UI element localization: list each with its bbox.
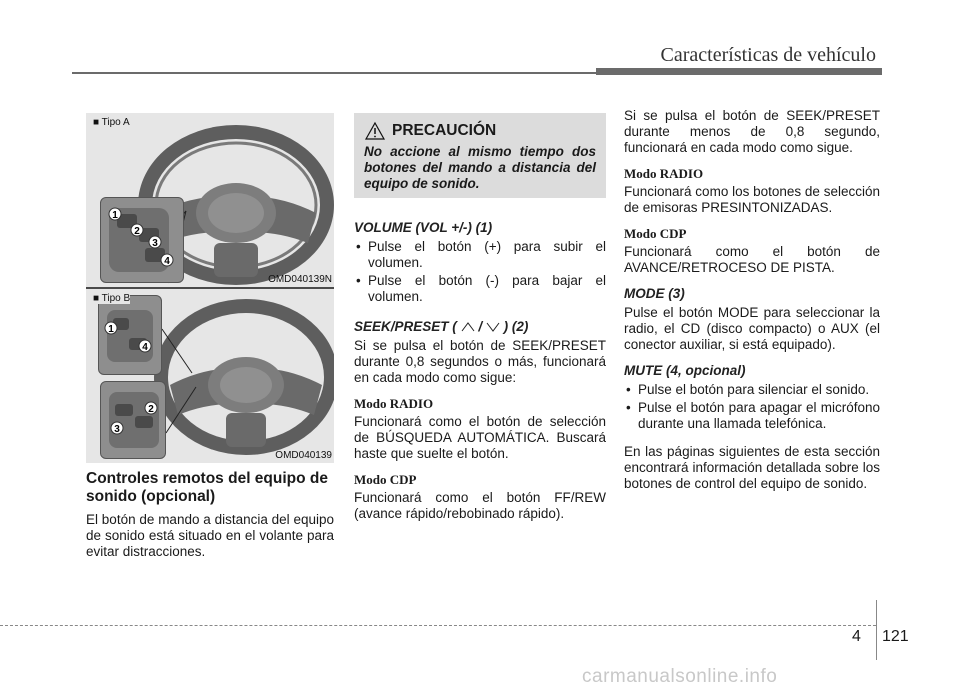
- figure-a-label: ■ Tipo A: [93, 117, 130, 128]
- callout-number: 1: [108, 324, 114, 335]
- mute-heading: MUTE (4, opcional): [624, 363, 746, 378]
- seek-cdp-text: Funcionará como el botón FF/REW (avance rápido/rebobinado rápido).: [354, 490, 606, 521]
- chapter-number: 4: [852, 628, 861, 645]
- caution-box: [354, 113, 606, 198]
- callout-number: 3: [152, 238, 158, 249]
- callout-number: 1: [112, 210, 118, 221]
- footer-divider: [876, 600, 877, 660]
- column-right: [624, 108, 880, 502]
- zoom-panel-a: [100, 197, 184, 283]
- mute-list: [624, 382, 880, 432]
- cdp-text: Funcionará como el botón de AVANCE/RETROCESO DE PISTA.: [624, 244, 880, 275]
- list-item: • Pulse el botón para apagar el micrófono durante una llamada telefónica.: [624, 400, 880, 432]
- seek-radio-label: Modo RADIO: [354, 396, 434, 411]
- radio-text: Funcionará como los botones de selección de emisoras PRESINTONIZADAS.: [624, 184, 880, 215]
- caution-title: PRECAUCIÓN: [392, 122, 497, 139]
- volume-heading: VOLUME (VOL +/-) (1): [354, 220, 493, 235]
- figure-a-code: OMD040139N: [268, 274, 332, 285]
- seek-cdp-label: Modo CDP: [354, 472, 417, 487]
- figure-type-a: [86, 113, 334, 287]
- volume-list: [354, 239, 606, 305]
- seek-short-paragraph: Si se pulsa el botón de SEEK/PRESET durante menos de 0,8 segundo, funcionará en cada modo como sigue.: [624, 108, 880, 155]
- seek-paragraph: Si se pulsa el botón de SEEK/PRESET durante 0,8 segundos o más, funcionará en cada modo como sigue:: [354, 338, 606, 385]
- section-heading: Controles remotos del equipo de sonido (opcional): [86, 470, 328, 505]
- list-item: • Pulse el botón (-) para bajar el volumen.: [354, 273, 606, 305]
- header-bar: [596, 68, 882, 75]
- warning-triangle-icon: [364, 121, 386, 141]
- final-paragraph: En las páginas siguientes de esta sección encontrará información detallada sobre los botones de control del equipo de sonido.: [624, 444, 880, 491]
- zoom-panel-b-bottom: [100, 381, 166, 459]
- list-item: • Pulse el botón (+) para subir el volumen.: [354, 239, 606, 271]
- footer-rule: [0, 625, 876, 626]
- figure-b-label: ■ Tipo B: [93, 293, 131, 304]
- cdp-label: Modo CDP: [624, 226, 687, 241]
- callout-number: 4: [142, 342, 148, 353]
- column-left: [86, 470, 334, 570]
- watermark: carmanualsonline.info: [582, 666, 778, 687]
- seek-heading: SEEK/PRESET ( / ) (2): [354, 319, 529, 334]
- mode-text: Pulse el botón MODE para seleccionar la radio, el CD (disco compacto) o AUX (el conector auxiliar, si está equipado).: [624, 305, 880, 352]
- section-title: Características de vehículo: [660, 44, 876, 66]
- column-middle: [354, 113, 606, 532]
- radio-label: Modo RADIO: [624, 166, 704, 181]
- figure-b-code: OMD040139: [275, 450, 332, 461]
- page-number: 121: [882, 628, 909, 645]
- seek-radio-text: Funcionará como el botón de selección de BÚSQUEDA AUTOMÁTICA. Buscará haste que suelte el botón.: [354, 414, 606, 461]
- callout-number: 4: [164, 256, 170, 267]
- figure-type-b: [86, 289, 334, 463]
- chevron-up-icon: [461, 322, 475, 332]
- caution-text: No accione al mismo tiempo dos botones del mando a distancia del equipo de sonido.: [364, 144, 596, 191]
- list-item: • Pulse el botón para silenciar el sonido.: [624, 382, 880, 398]
- callout-number: 2: [134, 226, 140, 237]
- zoom-panel-b-top: [98, 295, 162, 375]
- callout-number: 3: [114, 424, 120, 435]
- caution-header: [364, 121, 596, 141]
- mode-heading: MODE (3): [624, 286, 685, 301]
- intro-paragraph: El botón de mando a distancia del equipo de sonido está situado en el volante para evitar distracciones.: [86, 512, 334, 559]
- callout-number: 2: [148, 404, 154, 415]
- chevron-down-icon: [486, 322, 500, 332]
